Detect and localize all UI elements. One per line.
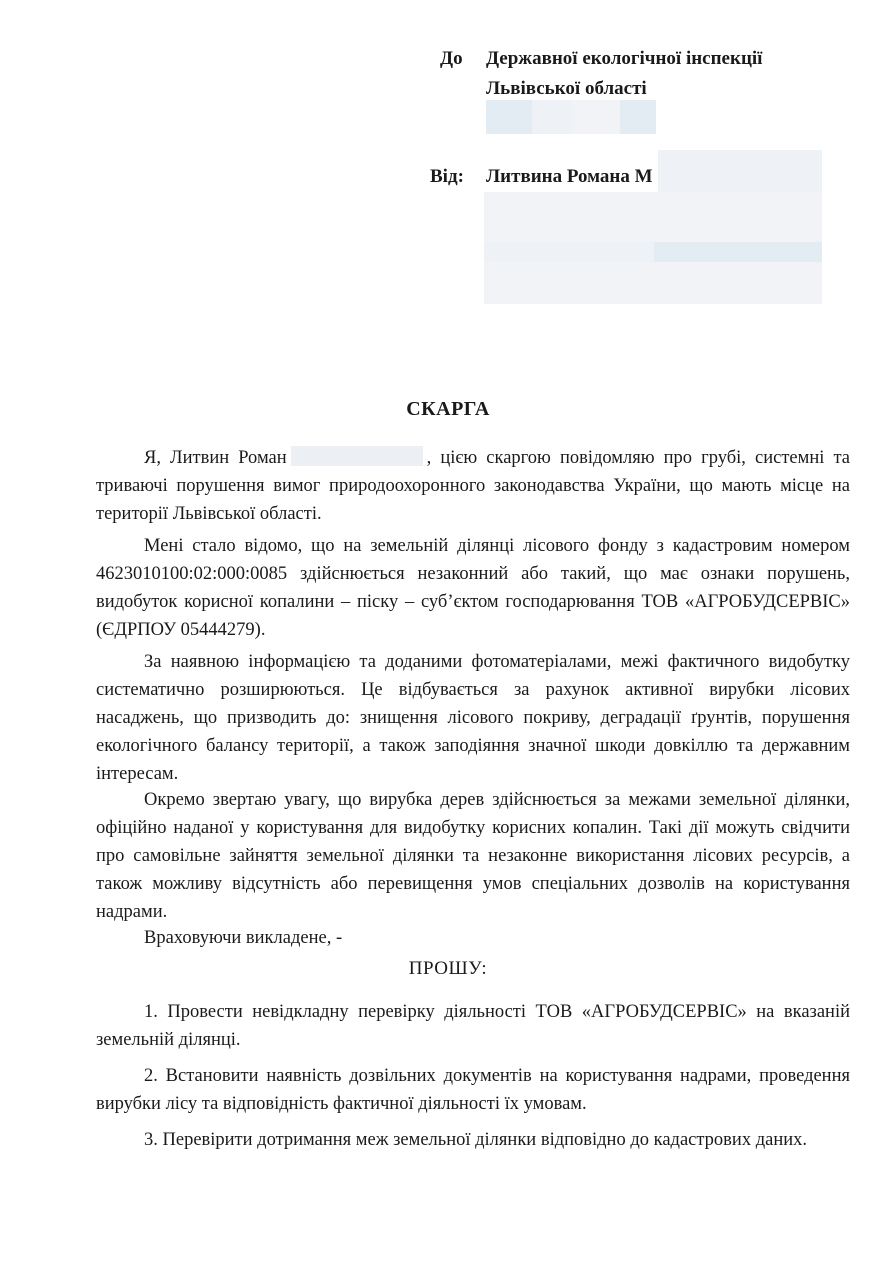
recipient-line-1: Державної екологічної інспекції bbox=[486, 48, 763, 69]
sender-name: Литвина Романа М bbox=[486, 166, 653, 187]
request-item-1: 1. Провести невідкладну перевірку діяльності ТОВ «АГРОБУДСЕРВІС» на вказаній земельній ділянці. bbox=[96, 1002, 850, 1050]
intro-end: , цією скаргою повідомляю про грубі, системні та триваючі порушення вимог природоохоронного законодавства України, що мають місце на території Львівської області. bbox=[96, 448, 850, 524]
redacted-patronymic bbox=[291, 446, 423, 466]
recipient-line-2: Львівської області bbox=[486, 78, 647, 99]
request-item-2: 2. Встановити наявність дозвільних документів на користування надрами, проведення вирубки лісу та відповідність фактичної діяльності їх умовам. bbox=[96, 1066, 850, 1114]
paragraph-considering: Враховуючи викладене, - bbox=[144, 928, 343, 948]
request-heading: ПРОШУ: bbox=[408, 958, 488, 979]
from-label: Від: bbox=[430, 166, 464, 187]
intro-start: Я, Литвин Роман bbox=[144, 448, 287, 468]
paragraph-facts: Мені стало відомо, що на земельній ділянці лісового фонду з кадастровим номером 4623010100:02:000:0085 здійснюється незаконний або такий, що має ознаки порушень, видобуток корисної копалини – піску – суб’єктом господарювання ТОВ «АГРОБУДСЕРВІС» (ЄДРПОУ 05444279). bbox=[96, 536, 850, 640]
paragraph-logging: Окремо звертаю увагу, що вирубка дерев здійснюється за межами земельної ділянки, офіційно наданої у користування для видобутку корисних копалин. Такі дії можуть свідчити про самовільне зайняття земельної ділянки та незаконне використання лісових ресурсів, а також можливу відсутність або перевищення умов спеціальних дозволів на користування надрами. bbox=[96, 790, 850, 922]
request-item-3: 3. Перевірити дотримання меж земельної ділянки відповідно до кадастрових даних. bbox=[144, 1130, 807, 1150]
document-title: СКАРГА bbox=[406, 398, 490, 420]
paragraph-expansion: За наявною інформацією та доданими фотоматеріалами, межі фактичного видобутку систематично розширюються. Це відбувається за рахунок активної вирубки лісових насаджень, що призводить до: знищення лісового покриву, деградації ґрунтів, порушення екологічного балансу території, а також заподіяння значної шкоди довкіллю та державним інтересам. bbox=[96, 652, 850, 784]
to-label: До bbox=[440, 48, 463, 69]
paragraph-intro bbox=[96, 444, 850, 528]
